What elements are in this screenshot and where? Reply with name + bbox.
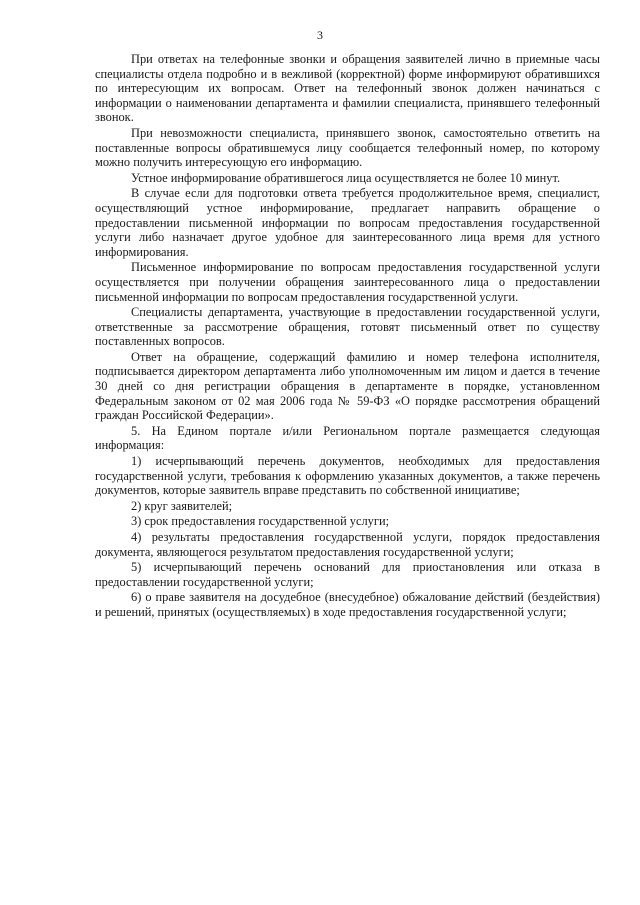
page-number: 3 — [317, 28, 323, 42]
paragraph-written-info: Письменное информирование по вопросам предоставления государственной услуги осуществляется при получении обращения заинтересованного лица о предоставлении письменной информации по вопросам предоставления государственной услуги. — [95, 260, 600, 304]
list-item-6: 6) о праве заявителя на досудебное (внесудебное) обжалование действий (бездействия) и решений, принятых (осуществляемых) в ходе предоставления государственной услуги; — [95, 590, 600, 619]
paragraph-answer-signing: Ответ на обращение, содержащий фамилию и номер телефона исполнителя, подписывается директором департамента либо уполномоченным им лицом и дается в течение 30 дней со дня регистрации обращения в департаменте в порядке, установленном Федеральным законом от 02 мая 2006 года № 59-ФЗ «О порядке рассмотрения обращений граждан Российской Федерации». — [95, 349, 600, 423]
paragraph-phone-number: При невозможности специалиста, принявшего звонок, самостоятельно ответить на поставленные вопросы обратившемуся лицу сообщается телефонный номер, по которому можно получить интересующую его информацию. — [95, 125, 600, 170]
list-item-1: 1) исчерпывающий перечень документов, необходимых для предоставления государственной услуги, требования к оформлению указанных документов, а также перечень документов, которые заявитель вправе представить по собственной инициативе; — [95, 454, 600, 498]
paragraph-long-answer: В случае если для подготовки ответа требуется продолжительное время, специалист, осуществляющий устное информирование, предлагает направить обращение о предоставлении письменной информации по вопросам предоставления государственной услуги либо назначает другое удобное для заинтересованного лица время для устного информирования. — [95, 186, 600, 259]
paragraph-portal-info: 5. На Едином портале и/или Региональном портале размещается следующая информация: — [95, 423, 600, 453]
paragraph-specialists: Специалисты департамента, участвующие в предоставлении государственной услуги, ответственные за рассмотрение обращения, готовят письменный ответ по существу поставленных вопросов. — [95, 305, 600, 349]
list-item-4: 4) результаты предоставления государственной услуги, порядок предоставления документа, являющегося результатом предоставления государственной услуги; — [95, 530, 600, 559]
list-item-5: 5) исчерпывающий перечень оснований для приостановления или отказа в предоставлении государственной услуги; — [95, 560, 600, 589]
list-item-2: 2) круг заявителей; — [131, 498, 233, 513]
paragraph-oral-duration: Устное информирование обратившегося лица осуществляется не более 10 минут. — [131, 170, 561, 185]
paragraph-phone-calls: При ответах на телефонные звонки и обращения заявителей лично в приемные часы специалисты отдела подробно и в вежливой (корректной) форме информируют обратившихся по интересующим их вопросам. Ответ на телефонный звонок должен начинаться с информации о наименовании департамента и фамилии специалиста, принявшего телефонный звонок. — [95, 52, 600, 125]
list-item-3: 3) срок предоставления государственной услуги; — [131, 514, 390, 529]
document-body — [95, 52, 600, 621]
